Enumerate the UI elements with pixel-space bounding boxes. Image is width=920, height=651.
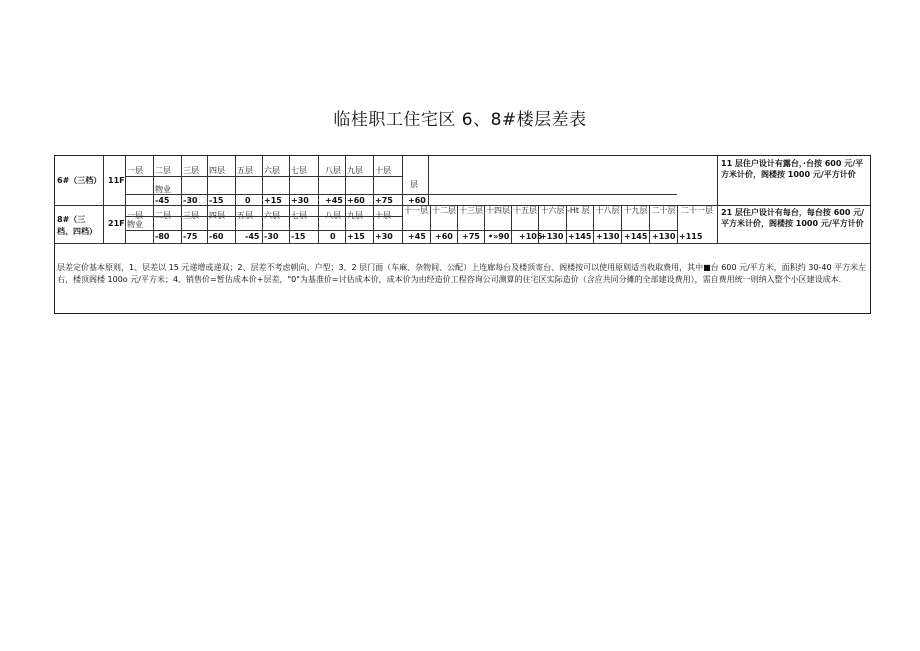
- floor-label: 十二层: [432, 206, 456, 215]
- floor-value: +30: [375, 232, 393, 241]
- floor-value: +130: [652, 232, 676, 241]
- building-6-note: 11 层住户设计有露台，·台按 600 元/平方米计价，阁楼按 1000 元/平方计价: [721, 159, 864, 179]
- property-label: 物业: [127, 220, 143, 229]
- floor-value: +145: [624, 232, 648, 241]
- floor-value: -75: [183, 232, 198, 241]
- floor-label: 九层: [347, 166, 363, 175]
- floor-value: +145: [568, 232, 592, 241]
- floor-label: 二层: [155, 166, 171, 175]
- floor-label: 四层: [209, 166, 225, 175]
- property-label: 物业: [155, 185, 171, 194]
- row-divider: [402, 194, 677, 195]
- floor-label: 五层: [237, 211, 253, 220]
- floor-label: 二十一层: [681, 206, 713, 215]
- floor-label: 十五层: [513, 206, 537, 215]
- floor-label: 十四层: [486, 206, 510, 215]
- col-divider: [103, 156, 104, 243]
- col-divider: [289, 156, 290, 243]
- floor-label: 十九层: [623, 206, 648, 215]
- floor-label: 三层: [183, 166, 199, 175]
- pricing-rules-text: 层差定价基本原则，1、层差以 15 元递增或递双；2、层差不考虑朝向、户型；3、2 层门面（车麻、杂物间、公配）上连廊每台及楼顶寄台、阁楼按可以使用原则适当收取费用，其中■台 600 元/平方米，面积约 30-40 平方米左右，楼顶阁楼 100o 元/平方米；4、销售价=暂估成本价+层差，"0"为基准价=讨估成本价，成本价为由经造价工程咨询公司测算的住宅区实际造价（含应共同分摊的全部建设费用），需自费用统一则纳入整个小区建设成本.: [57, 263, 867, 284]
- floor-label: 七层: [291, 211, 307, 220]
- floor-value: -45: [155, 196, 170, 205]
- floor-label: 十一层: [404, 206, 428, 215]
- floor-value: 0: [330, 232, 336, 241]
- floor-value: +115: [679, 232, 703, 241]
- floor-value: 0: [245, 196, 251, 205]
- floor-label: 九层: [347, 211, 363, 220]
- floor-value: -80: [155, 232, 170, 241]
- floor-label: 一层: [127, 211, 143, 220]
- floor-difference-table: [54, 155, 871, 314]
- floor-value: -15: [209, 196, 224, 205]
- floor-label: 七层: [291, 166, 307, 175]
- floor-value: +45: [325, 196, 343, 205]
- floor-value: +105: [519, 232, 543, 241]
- col-divider: [153, 156, 154, 243]
- col-divider: [262, 156, 263, 243]
- floor-value: +30: [291, 196, 309, 205]
- floor-value: +15: [264, 196, 282, 205]
- floor-value: +45: [408, 232, 426, 241]
- floor-value: +75: [375, 196, 393, 205]
- col-divider: [125, 156, 126, 243]
- col-divider: [345, 156, 346, 243]
- page-title: 临桂职工住宅区 6、8#楼层差表: [333, 110, 587, 130]
- floor-label: 二十层: [651, 206, 676, 215]
- floor-label: 十八层: [595, 206, 620, 215]
- floor-label: 六层: [264, 211, 280, 220]
- floor-value: +15: [347, 232, 365, 241]
- col-divider: [318, 156, 319, 243]
- floor-label: 五层: [237, 166, 253, 175]
- floor-value: •»90: [488, 232, 510, 241]
- floor-label: 层: [410, 180, 418, 189]
- row-divider: [125, 176, 402, 177]
- floor-value: -30: [183, 196, 198, 205]
- floor-value: +60: [408, 196, 426, 205]
- floor-label: 十三层: [459, 206, 483, 215]
- floor-label: 四层: [209, 211, 225, 220]
- building-6-floors: 11F: [108, 176, 125, 185]
- floor-label: 十层: [375, 211, 391, 220]
- floor-value: +60: [347, 196, 365, 205]
- row-divider: [55, 243, 870, 244]
- building-8-note: 21 层住户设计有每台，每台按 600 元/平方米计价，阁楼按 1000 元/平方计价: [721, 208, 865, 228]
- col-divider: [373, 156, 374, 243]
- floor-value: -45: [245, 232, 260, 241]
- floor-value: +130: [596, 232, 620, 241]
- floor-label: 十六层: [540, 206, 565, 215]
- floor-label: 十层: [375, 166, 391, 175]
- floor-value: +130: [540, 232, 564, 241]
- floor-label: 六层: [264, 166, 280, 175]
- col-divider: [428, 156, 429, 205]
- col-divider: [235, 156, 236, 243]
- floor-label: 八层: [325, 211, 341, 220]
- floor-label: -Ht 层: [567, 206, 590, 215]
- building-6-name: 6#（三档）: [57, 176, 102, 185]
- col-divider: [717, 156, 718, 243]
- building-8-floors: 21F: [108, 219, 125, 228]
- floor-label: 三层: [183, 211, 199, 220]
- floor-value: +60: [435, 232, 453, 241]
- floor-label: 八层: [325, 166, 341, 175]
- col-divider: [402, 156, 403, 243]
- col-divider: [181, 156, 182, 243]
- floor-value: -30: [264, 232, 279, 241]
- col-divider: [207, 156, 208, 243]
- floor-label: 二层: [155, 211, 171, 220]
- floor-value: -60: [209, 232, 224, 241]
- building-8-name: 8#（三档、四档）: [57, 215, 97, 236]
- floor-value: +75: [462, 232, 480, 241]
- floor-value: -15: [291, 232, 306, 241]
- floor-label: 一层: [127, 166, 143, 175]
